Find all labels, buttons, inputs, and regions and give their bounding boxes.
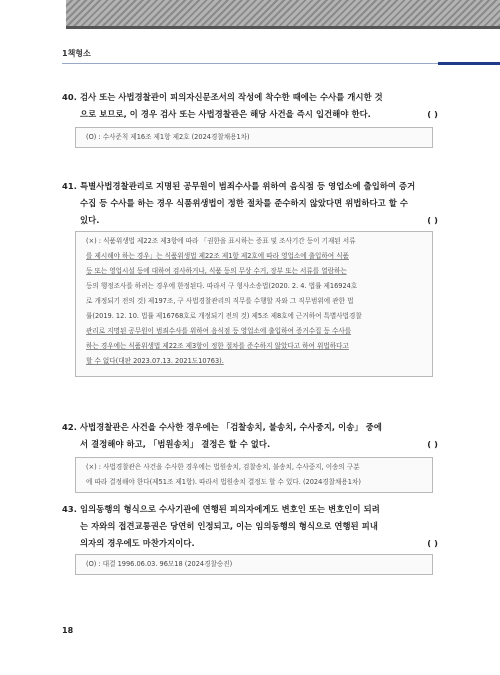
question-text-line: 의자의 경우에도 마찬가지이다. bbox=[80, 538, 195, 548]
question-text-line: 있다. bbox=[80, 215, 100, 225]
answer-text: (O) : 수사준칙 제16조 제1항 제2호 (2024경찰채용1차) bbox=[86, 133, 250, 141]
header-dark-rule bbox=[66, 26, 500, 29]
question-43 bbox=[62, 501, 438, 552]
question-text-line: 임의동행의 형식으로 수사기관에 연행된 피의자에게도 변호인 또는 변호인이 되려 bbox=[80, 504, 380, 514]
question-number: 42. bbox=[62, 422, 77, 432]
answer-text-line: 하는 경우에는 식품위생법 제22조 제3항이 정한 절차를 준수하지 않았다고 하여 위법하다고 bbox=[86, 342, 349, 350]
header-divider-line bbox=[62, 63, 438, 64]
answer-box-43 bbox=[75, 554, 433, 575]
answer-text-line: 로 개정되기 전의 것) 제197조, 구 사법경찰관리의 직무를 수행할 자와 그 직무범위에 관한 법 bbox=[86, 297, 354, 305]
answer-paren: ( ) bbox=[427, 215, 438, 225]
question-text-line: 는 자와의 접견교통권은 당연히 인정되고, 이는 임의동행의 형식으로 연행된 피내 bbox=[80, 521, 378, 531]
answer-text-line: (×) : 사법경찰관은 사건을 수사한 경우에는 법원송치, 검찰송치, 불송치, 수사중지, 이송의 구분 bbox=[86, 463, 360, 471]
question-41 bbox=[62, 178, 438, 229]
question-number: 41. bbox=[62, 181, 77, 191]
answer-box-40 bbox=[75, 127, 433, 148]
answer-text-line: 관리로 지명된 공무원이 범죄수사를 위하여 음식점 등 영업소에 출입하여 증거수집 등 수사를 bbox=[86, 327, 352, 335]
answer-text-line: 률(2019. 12. 10. 법률 제16768호로 개정되기 전의 것) 제5조 제8호에 근거하여 특별사법경찰 bbox=[86, 312, 362, 320]
answer-text-line: (×) : 식품위생법 제22조 제3항에 따라 「권한을 표시하는 증표 및 조사기간 등이 기재된 서류 bbox=[86, 237, 356, 245]
header-blank-area bbox=[0, 0, 66, 26]
question-text-line: 검사 또는 사법경찰관이 피의자신문조서의 작성에 착수한 때에는 수사를 개시한 것 bbox=[80, 92, 383, 102]
section-label: 1책형소 bbox=[62, 49, 91, 58]
answer-text-line: 등 또는 영업시설 등에 대하여 검사하거나, 식품 등의 무상 수거, 장부 또는 서류를 열람하는 bbox=[86, 267, 347, 275]
question-text-line: 특별사법경찰관리로 지명된 공무원이 범죄수사를 위하여 음식점 등 영업소에 출입하여 증거 bbox=[80, 181, 416, 191]
answer-box-41 bbox=[75, 231, 433, 377]
answer-box-42 bbox=[75, 457, 433, 493]
question-text-line: 으로 보므로, 이 경우 검사 또는 사법경찰관은 해당 사건을 즉시 입건해야 한다. bbox=[80, 109, 371, 119]
answer-paren: ( ) bbox=[427, 109, 438, 119]
question-text-line: 서 결정해야 하고, 「범원송치」 결정은 할 수 없다. bbox=[80, 439, 271, 449]
answer-text-line: 를 제시해야 하는 경우」는 식품위생법 제22조 제1항 제2호에 따라 영업소에 출입하여 식품 bbox=[86, 252, 349, 260]
answer-paren: ( ) bbox=[427, 538, 438, 548]
page-number: 18 bbox=[62, 626, 74, 635]
answer-text-line: 에 따라 결정해야 한다(제51조 제1항). 따라서 법원송치 결정도 할 수 있다. (2024경찰채용1차) bbox=[86, 478, 361, 486]
question-42 bbox=[62, 419, 438, 453]
question-text-line: 수집 등 수사를 하는 경우 식품위생법이 정한 절차를 준수하지 않았다면 위법하다고 할 수 bbox=[80, 198, 408, 208]
question-40 bbox=[62, 89, 438, 123]
question-text-line: 사법경찰관은 사건을 수사한 경우에는 「검찰송치, 불송치, 수사중지, 이송」 중에 bbox=[80, 422, 383, 432]
header-decorative-band bbox=[0, 0, 500, 26]
answer-paren: ( ) bbox=[427, 439, 438, 449]
answer-text-line: 등의 행정조사를 하려는 경우에 한정된다. 따라서 구 형사소송법(2020. 2. 4. 법률 제16924호 bbox=[86, 282, 358, 290]
answer-text-line: 할 수 없다(대판 2023.07.13. 2021도10763). bbox=[86, 357, 224, 365]
header-accent-bar bbox=[438, 62, 500, 65]
question-number: 43. bbox=[62, 504, 77, 514]
answer-text: (O) : 대결 1996.06.03. 96모18 (2024경찰승진) bbox=[86, 560, 233, 568]
question-number: 40. bbox=[62, 92, 77, 102]
